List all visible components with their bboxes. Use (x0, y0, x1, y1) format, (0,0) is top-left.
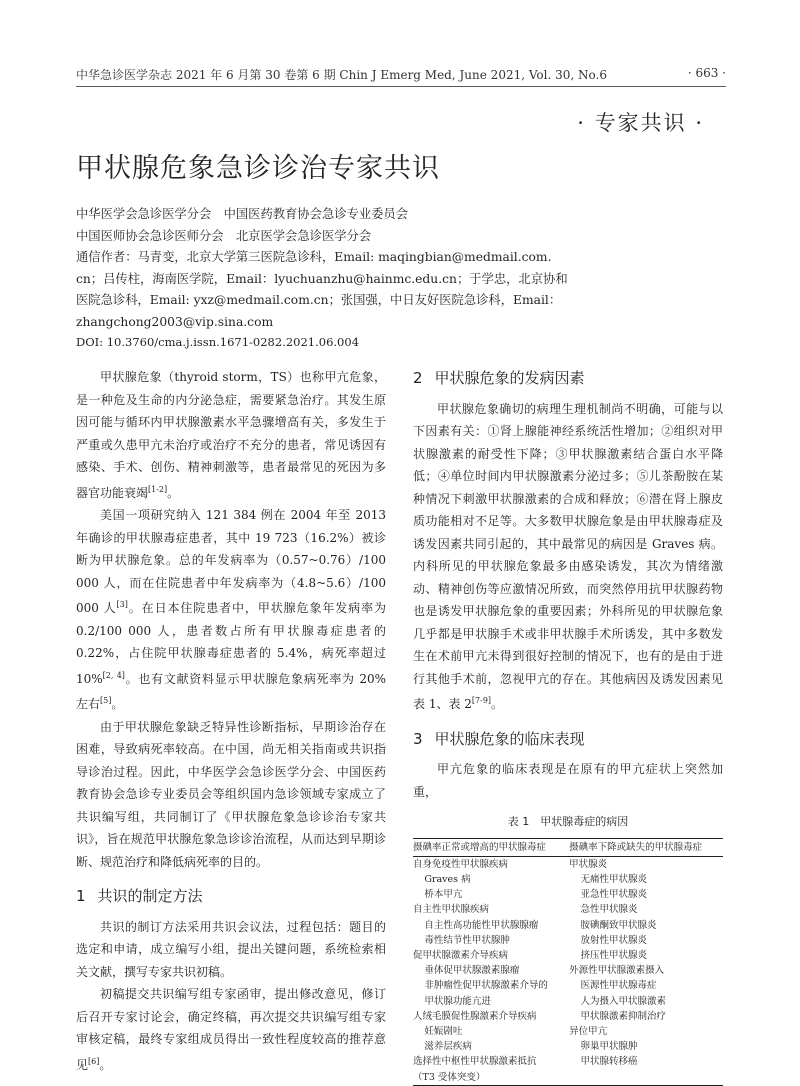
table-row: 甲状腺功能亢进 人为摄入甲状腺激素 (424, 995, 666, 1007)
correspondence-line: zhangchong2003@vip.sina.com (76, 314, 274, 329)
table-row: 人绒毛膜促性腺激素介导疾病 甲状腺激素抑制治疗 (413, 1010, 666, 1022)
paragraph: 初稿提交共识编写组专家函审，提出修改意见，修订后召开专家讨论会，确定终稿，再次提交共识编写组专家审核定稿，最终专家组成员得出一致性程度较高的推荐意见[6]。 (76, 987, 386, 1072)
correspondence-line: 医院急诊科，Email: yxz@medmail.com.cn；张国强，中日友好医院急诊科，Email： (76, 293, 562, 307)
citation: [2, 4] (102, 670, 125, 680)
paragraph: 由于甲状腺危象缺乏特异性诊断指标，早期诊治存在困难，导致病死率较高。在中国，尚无相关指南或共识指导诊治过程。因此，中华医学会急诊医学分会、中国医药教育协会急诊专业委员会等组织国内急诊领域专家成立了共识编写组，共同制订了《甲状腺危象急诊诊治专家共识》，旨在规范甲状腺危象急诊诊治流程，从而达到早期诊断、规范治疗和降低病死率的目的。 (76, 719, 386, 869)
paragraph: 美国一项研究纳入 121 384 例在 2004 年至 2013 年确诊的甲状腺毒症患者，其中 19 723（16.2%）被诊断为甲状腺危象。总的年发病率为（0.57~0.76）/100 000 人，而在住院患者中年发病率为（4.8~5.6）/100 000 人[3]。在日本住院患者中，甲状腺危象年发病率为 0.2/100 000 人，患者数占所有甲状腺毒症患者的 0.22%，占住院甲状腺毒症患者的 5.4%，病死率超过 10%[2, 4]。也有文献资料显示甲状腺危象病死率为 20% 左右[5]。 (76, 508, 386, 711)
paragraph: 共识的制订方法采用共识会议法，过程包括：题目的选定和申请，成立编写小组，提出关键问题，系统检索相关文献，撰写专家共识初稿。 (76, 919, 386, 979)
table-header: 摄碘率正常或增高的甲状腺毒症 (413, 838, 569, 856)
citation: [7-9] (471, 696, 492, 705)
paragraph: 甲亢危象的临床表现是在原有的甲亢症状上突然加重， (413, 762, 723, 799)
table-row: 滋养层疾病 卵巢甲状腺肿 (424, 1041, 638, 1053)
citation: [5] (100, 696, 112, 705)
section-heading: 1 共识的制定方法 (76, 887, 203, 905)
correspondence-line: 通信作者：马青变，北京大学第三医院急诊科，Email: maqingbian@medmail.com. (76, 250, 552, 264)
table-row: 桥本甲亢 亚急性甲状腺炎 (424, 889, 647, 901)
table-row: Graves 病 无痛性甲状腺炎 (424, 873, 647, 885)
section-heading: 2 甲状腺危象的发病因素 (413, 369, 585, 387)
table-row: 非肿瘤性促甲状腺激素介导的 医源性甲状腺毒症 (424, 980, 657, 992)
citation: [6] (88, 1056, 100, 1066)
left-column (76, 366, 386, 1076)
table-row: （T3 受体突变） (413, 1070, 723, 1086)
table-row: 选择性中枢性甲状腺激素抵抗 甲状腺转移癌 (413, 1056, 638, 1068)
author-line: 中国医师协会急诊医师分会 北京医学会急诊医学分会 (76, 228, 372, 243)
page-number: · 663 · (687, 66, 726, 80)
table-row: 自主性甲状腺疾病 急性甲状腺炎 (413, 904, 638, 916)
citation: [3] (116, 600, 128, 609)
header-rule (76, 86, 726, 87)
table-caption: 表 1 甲状腺毒症的病因 (507, 815, 629, 828)
paragraph: 甲状腺危象确切的病理生理机制尚不明确，可能与以下因素有关：①肾上腺能神经系统活性增加；②组织对甲状腺激素的耐受性下降；③甲状腺激素结合蛋白水平降低；④单位时间内甲状腺激素分泌过多；⑤儿茶酚胺在某种情况下刺激甲状腺激素的合成和释放；⑥潜在肾上腺皮质功能相对不足等。大多数甲状腺危象是由甲状腺毒症及诱发因素共同引起的，其中最常见的病因是 Graves 病。内科所见的甲状腺危象最多由感染诱发，其次为情绪激动、精神创伤等应激情况所致，而突然停用抗甲状腺药物也是诱发甲状腺危象的重要因素；外科所见的甲状腺危象几乎都是甲状腺手术或非甲状腺手术所诱发，其中多数发生在术前甲亢未得到很好控制的情况下，也有的是由于进行其他手术前，忽视甲亢的存在。其他病因及诱发因素见表 1、表 2[7-9]。 (413, 401, 723, 711)
correspondence-line: cn；吕传柱，海南医学院，Email：lyuchuanzhu@hainmc.edu.cn；于学忠，北京协和 (76, 271, 568, 286)
etiology-table (413, 838, 723, 1086)
right-column (413, 367, 723, 1086)
author-line: 中华医学会急诊医学分会 中国医药教育协会急诊专业委员会 (76, 207, 409, 221)
doi: DOI: 10.3760/cma.j.issn.1671-0282.2021.06.004 (76, 335, 360, 349)
running-head: 中华急诊医学杂志 2021 年 6 月第 30 卷第 6 期 Chin J Emerg Med, June 2021, Vol. 30, No.6 (76, 68, 607, 82)
table-row: 自主性高功能性甲状腺腺瘤 胺碘酮致甲状腺炎 (424, 919, 657, 931)
table-row: 妊娠剧吐 异位甲亢 (424, 1025, 608, 1037)
column-tag: · 专家共识 · (577, 111, 704, 135)
paragraph: 甲状腺危象（thyroid storm，TS）也称甲亢危象，是一种危及生命的内分泌急症，需要紧急治疗。其发生原因可能与循环内甲状腺激素水平急骤增高有关，多发生于严重或久患甲亢未治疗或治疗不充分的患者，常见诱因有感染、手术、创伤、精神刺激等，患者最常见的死因为多器官功能衰竭[1-2]。 (76, 370, 386, 500)
table-row: 促甲状腺激素介导疾病 挤压性甲状腺炎 (413, 949, 647, 961)
article-title: 甲状腺危象急诊诊治专家共识 (76, 153, 440, 184)
table-row: 毒性结节性甲状腺肿 放射性甲状腺炎 (424, 934, 647, 946)
table-row: 垂体促甲状腺激素腺瘤 外源性甲状腺激素摄入 (424, 965, 665, 977)
section-heading: 3 甲状腺危象的临床表现 (413, 729, 585, 748)
author-block (76, 204, 596, 333)
citation: [1-2] (148, 484, 168, 494)
table-row: 自身免疫性甲状腺疾病 甲状腺炎 (413, 858, 608, 870)
table-header: 摄碘率下降或缺失的甲状腺毒症 (569, 838, 723, 856)
